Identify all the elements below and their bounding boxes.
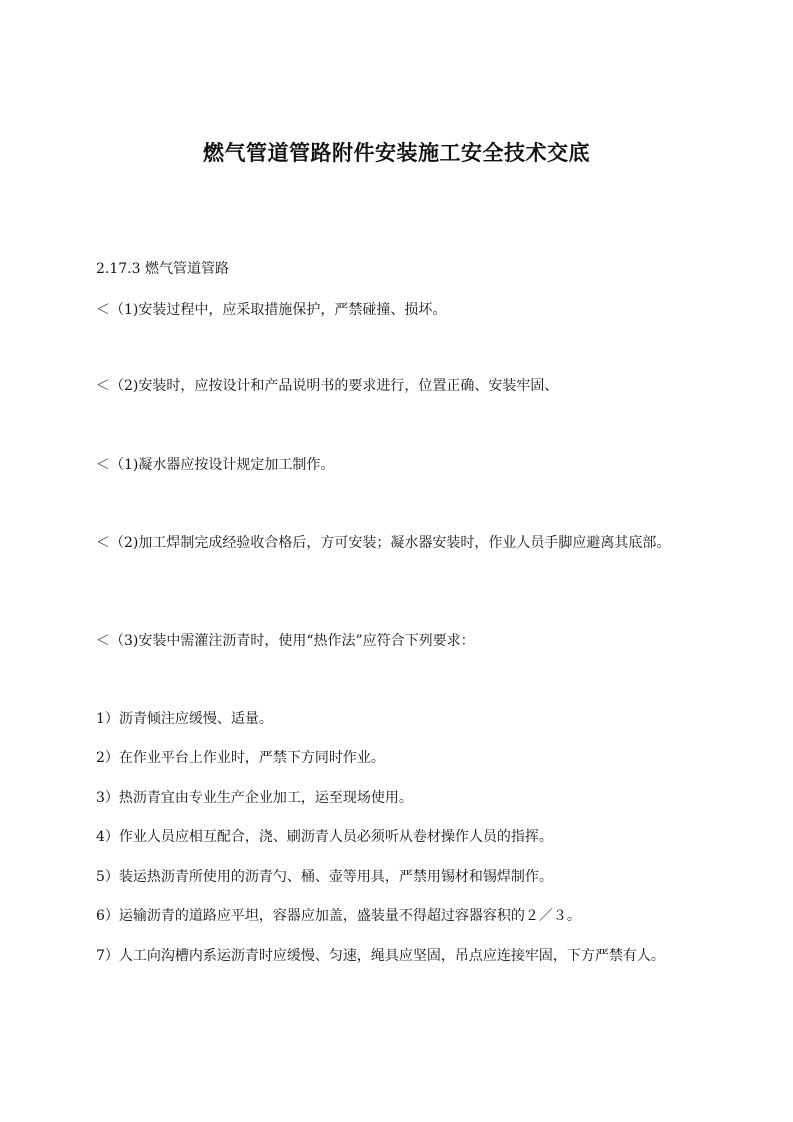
- list-item: 2）在作业平台上作业时，严禁下方同时作业。: [96, 750, 385, 766]
- list-item: 7）人工向沟槽内系运沥青时应缓慢、匀速，绳具应坚固，吊点应连接牢固，下方严禁有人。: [96, 948, 665, 964]
- list-item: 5）装运热沥青所使用的沥青勺、桶、壶等用具，严禁用锡材和锡焊制作。: [96, 869, 553, 885]
- section-heading: 2.17.3 燃气管道管路: [96, 261, 229, 277]
- paragraph: ＜（2)安装时，应按设计和产品说明书的要求进行，位置正确、安装牢固、: [96, 378, 559, 394]
- paragraph: ＜（2)加工焊制完成经验收合格后，方可安装；凝水器安装时，作业人员手脚应避离其底部。: [96, 535, 671, 551]
- list-item: 6）运输沥青的道路应平坦，容器应加盖，盛装量不得超过容器容积的２／３。: [96, 908, 581, 924]
- paragraph: ＜（1)安装过程中，应采取措施保护，严禁碰撞、损坏。: [96, 302, 447, 318]
- list-item: 1）沥青倾注应缓慢、适量。: [96, 711, 273, 727]
- page-title: 燃气管道管路附件安装施工安全技术交底: [203, 141, 590, 165]
- list-item: 3）热沥青宜由专业生产企业加工，运至现场使用。: [96, 790, 413, 806]
- paragraph: ＜（1)凝水器应按设计规定加工制作。: [96, 457, 335, 473]
- paragraph: ＜（3)安装中需灌注沥青时，使用“热作法”应符合下列要求：: [96, 633, 475, 649]
- list-item: 4）作业人员应相互配合，浇、刷沥青人员必须听从卷材操作人员的指挥。: [96, 829, 553, 845]
